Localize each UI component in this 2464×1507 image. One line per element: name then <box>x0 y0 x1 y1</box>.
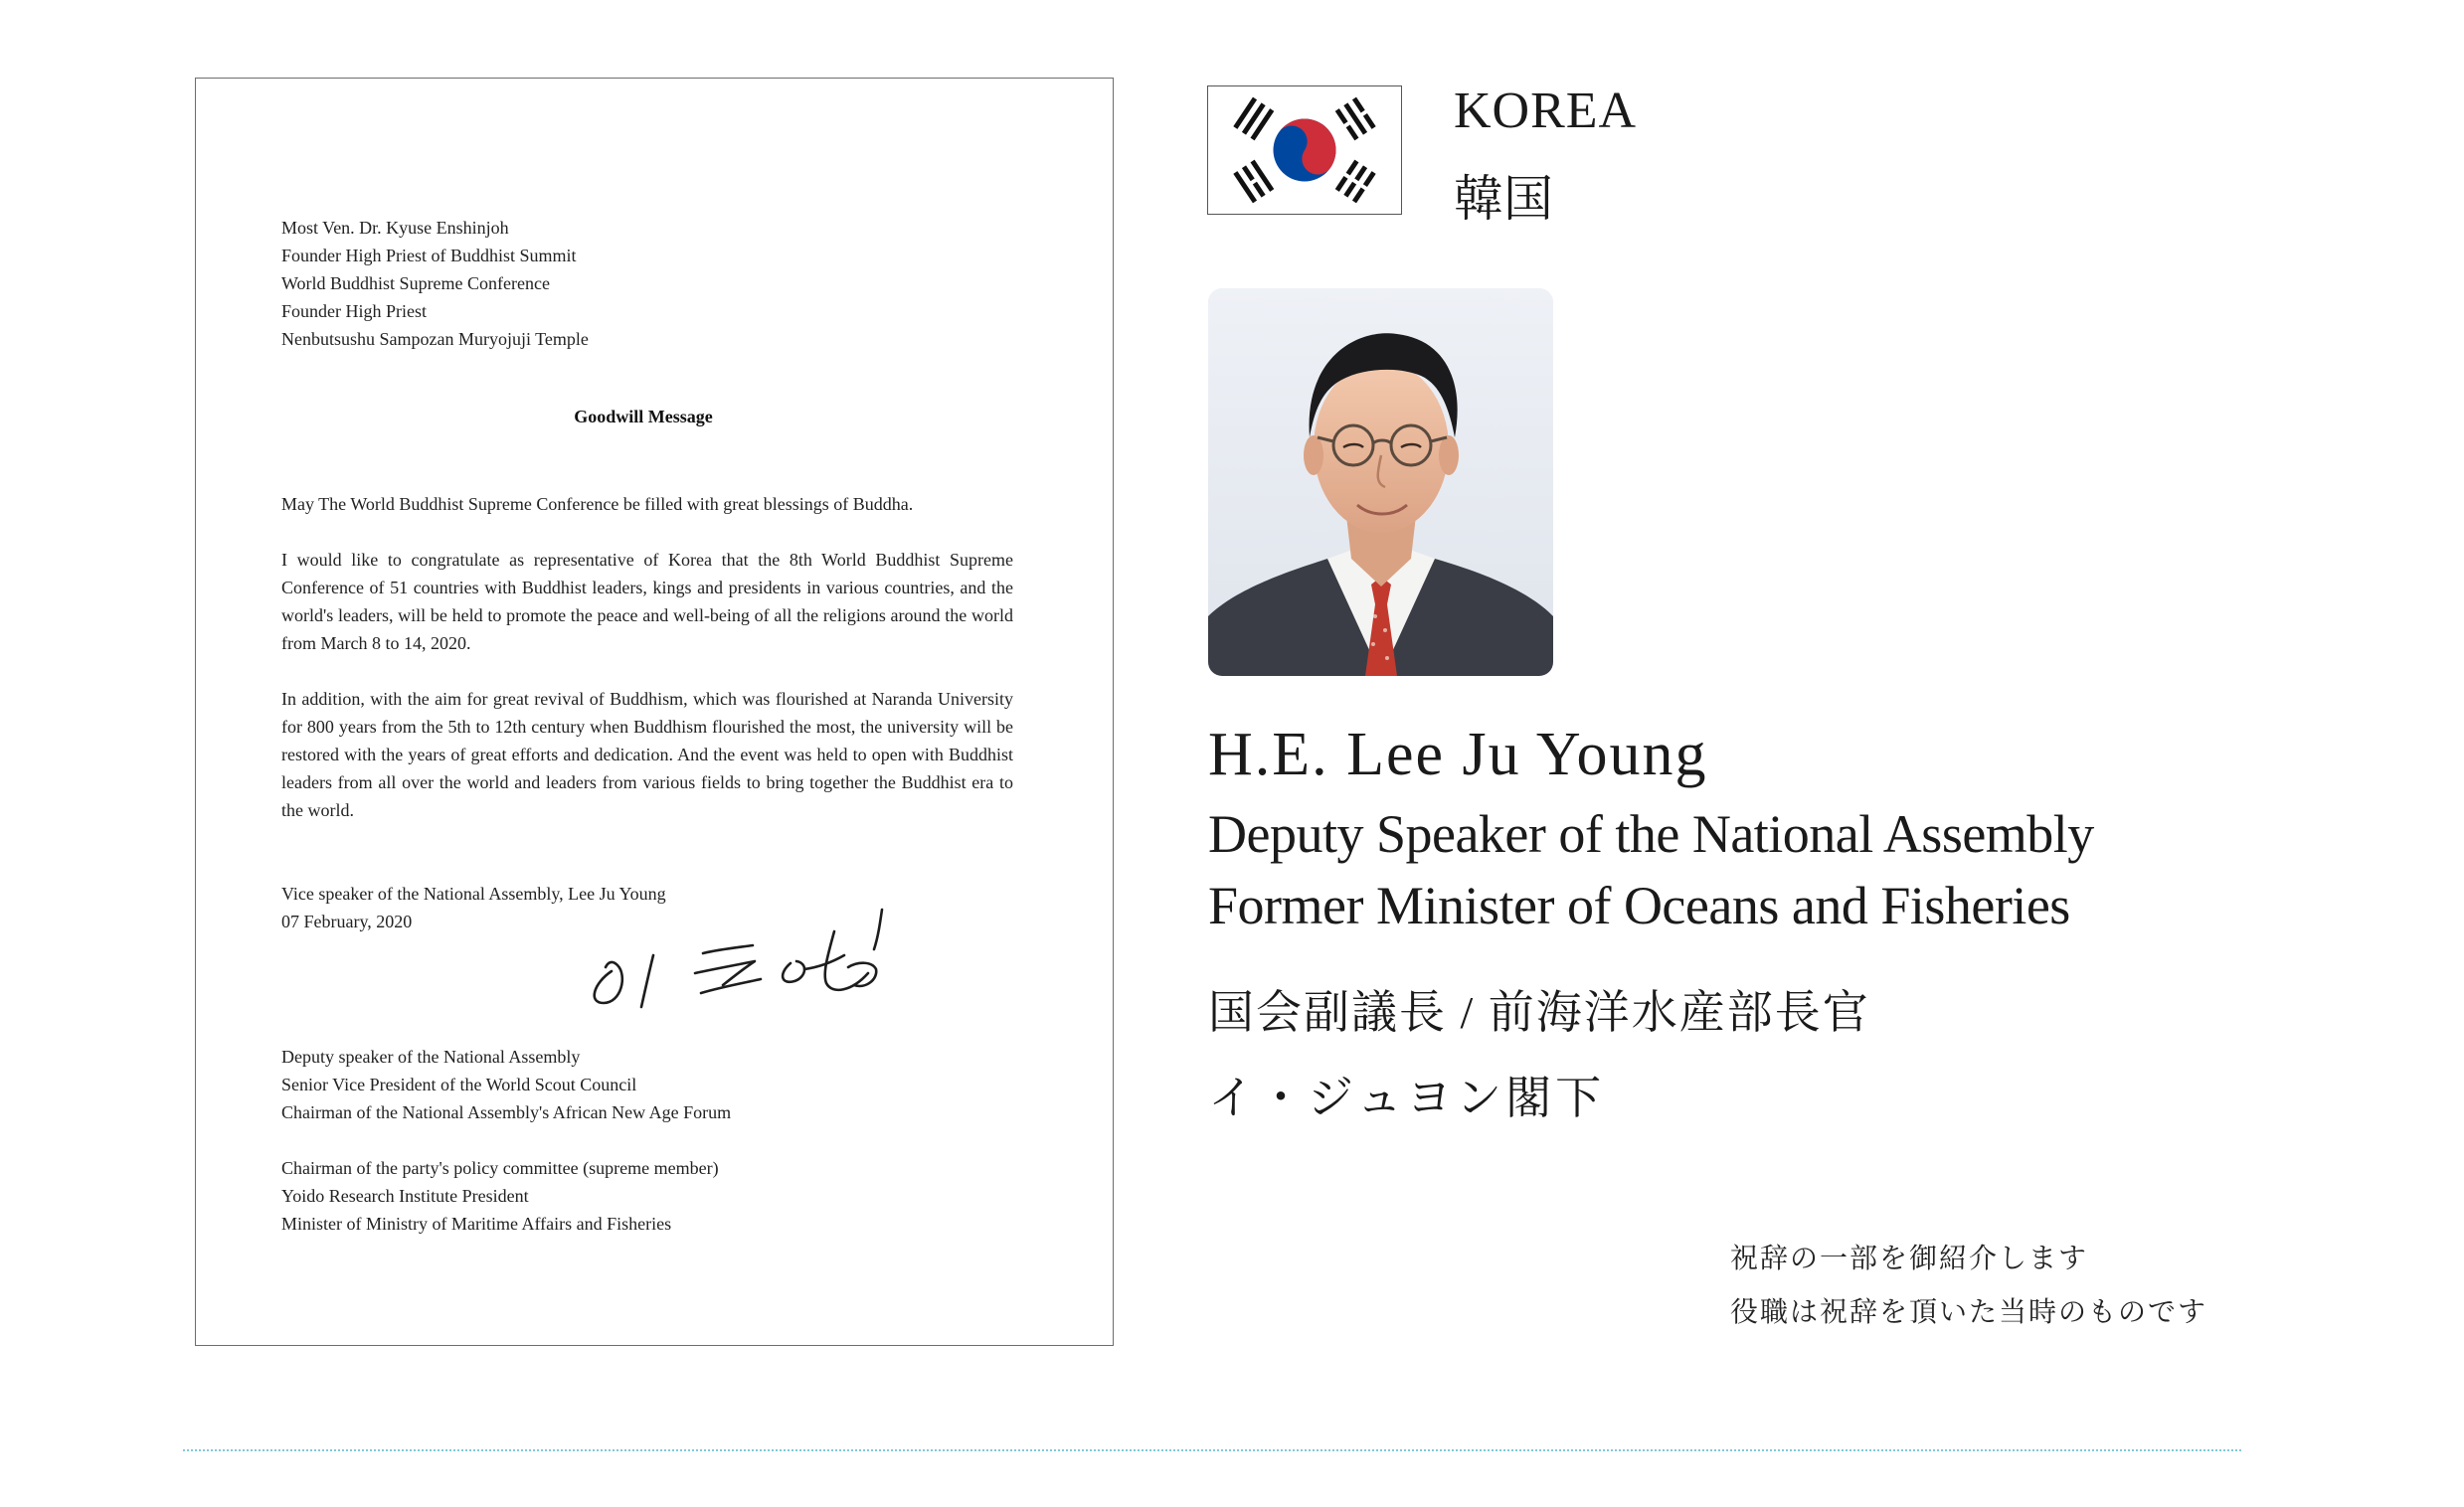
korea-flag-icon <box>1207 85 1402 215</box>
sign-date: 07 February, 2020 <box>281 912 413 931</box>
dotted-divider <box>183 1449 2241 1451</box>
title-line: Chairman of the National Assembly's African New Age Forum <box>281 1102 732 1122</box>
person-name-en: H.E. Lee Ju Young <box>1208 721 1708 788</box>
letter-titles-group-1 <box>281 1043 731 1126</box>
portrait-photo <box>1208 288 1553 676</box>
letter-titles-group-2 <box>281 1154 719 1238</box>
letter-recipient <box>281 214 589 353</box>
person-position-en-1: Deputy Speaker of the National Assembly <box>1208 804 2094 864</box>
person-name-ja: イ・ジュヨン閣下 <box>1208 1073 1606 1123</box>
person-position-en-2: Former Minister of Oceans and Fisheries <box>1208 876 2070 935</box>
sign-line: Vice speaker of the National Assembly, Lee Ju Young <box>281 884 666 904</box>
title-line: Minister of Ministry of Maritime Affairs and Fisheries <box>281 1214 672 1234</box>
footnote-line: 祝辞の一部を御紹介します <box>1730 1244 2089 1274</box>
person-position-ja: 国会副議長 / 前海洋水産部長官 <box>1208 987 1870 1038</box>
country-name-en: KOREA <box>1454 83 1638 139</box>
title-line: Yoido Research Institute President <box>281 1186 529 1206</box>
recipient-line: Nenbutsushu Sampozan Muryojuji Temple <box>281 329 589 349</box>
title-line: Deputy speaker of the National Assembly <box>281 1047 581 1067</box>
recipient-line: World Buddhist Supreme Conference <box>281 273 550 293</box>
recipient-line: Most Ven. Dr. Kyuse Enshinjoh <box>281 218 509 238</box>
letter-paragraph: May The World Buddhist Supreme Conference be filled with great blessings of Buddha. <box>281 494 914 514</box>
handwritten-signature <box>584 904 942 1013</box>
letter-paragraph: I would like to congratulate as representative of Korea that the 8th World Buddhist Supreme Conference of 51 countries with Buddhist leaders, kings and presidents in various countries, and the world's leaders, will be held to promote the peace and well-being of all the religions around the world from March 8 to 14, 2020. <box>281 550 1013 653</box>
country-name-ja: 韓国 <box>1454 171 1553 227</box>
recipient-line: Founder High Priest of Buddhist Summit <box>281 246 577 265</box>
footnote-line: 役職は祝辞を頂いた当時のものです <box>1730 1297 2208 1328</box>
title-line: Senior Vice President of the World Scout Council <box>281 1075 637 1094</box>
letter-title: Goodwill Message <box>574 407 713 426</box>
letter-paragraph: In addition, with the aim for great revival of Buddhism, which was flourished at Naranda University for 800 years from the 5th to 12th century when Buddhism flourished the most, the university will be restored with the years of great efforts and dedication. And the event was held to open with Buddhist leaders from all over the world and leaders from various fields to bring together the Buddhist era to the world. <box>281 689 1013 820</box>
footnote <box>1730 1233 2207 1340</box>
goodwill-letter <box>195 78 1114 1346</box>
recipient-line: Founder High Priest <box>281 301 427 321</box>
title-line: Chairman of the party's policy committee (supreme member) <box>281 1158 719 1178</box>
